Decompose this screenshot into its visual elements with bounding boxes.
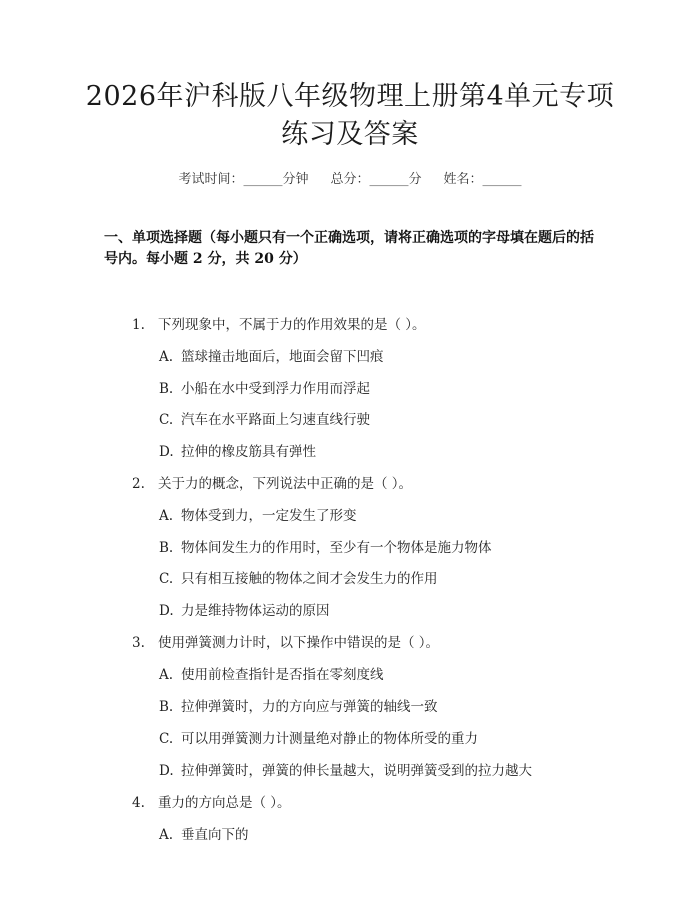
option-text: 拉伸的橡皮筋具有弹性 xyxy=(181,444,316,460)
option-1a xyxy=(159,345,384,365)
option-text: 物体受到力，一定发生了形变 xyxy=(181,508,357,524)
option-letter: A. xyxy=(159,349,174,365)
question-3 xyxy=(132,631,439,651)
exam-meta xyxy=(0,168,700,187)
option-letter: D. xyxy=(159,603,174,619)
option-letter: A. xyxy=(159,827,174,843)
total-score-label: 总分：______分 xyxy=(330,172,422,187)
title-line-1: 2026年沪科版八年级物理上册第4单元专项 xyxy=(85,81,615,112)
option-3c xyxy=(159,727,478,747)
question-number: 1. xyxy=(132,317,145,333)
option-2a xyxy=(159,504,357,524)
option-2d xyxy=(159,599,330,619)
option-3d xyxy=(159,759,532,779)
section-heading-line-1: 一、单项选择题（每小题只有一个正确选项，请将正确选项的字母填在题后的括 xyxy=(104,230,594,246)
question-4 xyxy=(132,791,291,811)
option-1b xyxy=(159,377,370,397)
question-number: 4. xyxy=(132,795,145,811)
option-3b xyxy=(159,695,438,715)
question-stem: 下列现象中，不属于力的作用效果的是（ ）。 xyxy=(158,317,426,333)
option-text: 小船在水中受到浮力作用而浮起 xyxy=(181,381,370,397)
student-name-label: 姓名：______ xyxy=(443,172,522,187)
option-text: 拉伸弹簧时，力的方向应与弹簧的轴线一致 xyxy=(181,699,438,715)
option-letter: B. xyxy=(159,699,174,715)
option-text: 汽车在水平路面上匀速直线行驶 xyxy=(181,412,370,428)
option-text: 只有相互接触的物体之间才会发生力的作用 xyxy=(181,571,438,587)
option-1c xyxy=(159,408,370,428)
question-1 xyxy=(132,313,426,333)
question-2 xyxy=(132,472,412,492)
option-letter: C. xyxy=(159,731,174,747)
option-2c xyxy=(159,567,438,587)
option-letter: A. xyxy=(159,667,174,683)
option-text: 篮球撞击地面后，地面会留下凹痕 xyxy=(181,349,384,365)
question-stem: 重力的方向总是（ ）。 xyxy=(158,795,291,811)
option-letter: D. xyxy=(159,763,174,779)
title-line-2: 练习及答案 xyxy=(281,119,419,150)
document-title xyxy=(60,78,640,154)
option-2b xyxy=(159,536,492,556)
option-text: 使用前检查指针是否指在零刻度线 xyxy=(181,667,384,683)
question-number: 2. xyxy=(132,476,145,492)
option-text: 垂直向下的 xyxy=(181,827,249,843)
option-text: 物体间发生力的作用时，至少有一个物体是施力物体 xyxy=(181,540,492,556)
option-letter: A. xyxy=(159,508,174,524)
option-letter: C. xyxy=(159,571,174,587)
option-text: 可以用弹簧测力计测量绝对静止的物体所受的重力 xyxy=(181,731,478,747)
option-letter: C. xyxy=(159,412,174,428)
option-text: 拉伸弹簧时，弹簧的伸长量越大，说明弹簧受到的拉力越大 xyxy=(181,763,532,779)
question-number: 3. xyxy=(132,635,145,651)
option-letter: B. xyxy=(159,381,174,397)
exam-time-label: 考试时间：______分钟 xyxy=(178,172,309,187)
option-letter: D. xyxy=(159,444,174,460)
option-text: 力是维持物体运动的原因 xyxy=(181,603,330,619)
question-stem: 使用弹簧测力计时，以下操作中错误的是（ ）。 xyxy=(158,635,440,651)
option-letter: B. xyxy=(159,540,174,556)
option-4a xyxy=(159,823,249,843)
section-heading-line-2: 号内。每小题 2 分，共 20 分） xyxy=(104,251,307,267)
option-1d xyxy=(159,440,316,460)
section-heading xyxy=(104,228,604,270)
question-stem: 关于力的概念，下列说法中正确的是（ ）。 xyxy=(158,476,413,492)
option-3a xyxy=(159,663,384,683)
